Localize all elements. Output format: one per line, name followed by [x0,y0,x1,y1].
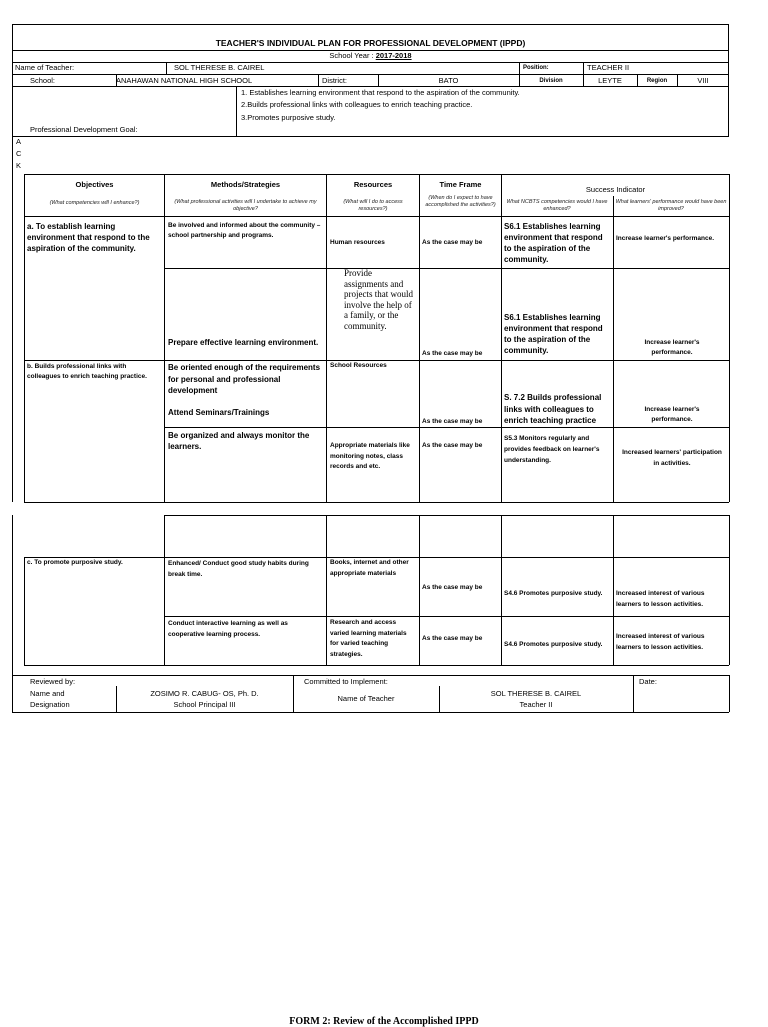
side-letter-a: A [16,137,22,146]
district-value: BATO [438,76,459,85]
teacher-name-label: Name of Teacher: [15,63,75,72]
district-label: District: [322,76,347,85]
resource-b2: Appropriate materials like monitoring notes, class records and etc. [330,442,410,470]
ncbts-b2: S5.3 Monitors regularly and provides feedback on learner's understanding. [504,435,600,464]
goal-item-3: 3.Promotes purposive study. [241,113,336,122]
header-resources-sub: (What will I do to access resources?) [343,199,403,212]
resource-c1: Books, internet and other appropriate materials [330,559,409,577]
time-a1: As the case may be [422,239,483,246]
time-a2: As the case may be [422,350,483,357]
header-methods-sub: (What professional activities will I undertake to achieve my objective? [174,199,317,212]
resource-b1: School Resources [330,362,387,369]
signatory-teacher-name: SOL THERESE B. CAIREL [490,689,582,698]
goal-item-1: 1. Establishes learning environment that respond to the aspiration of the community. [241,88,520,97]
method-a1: Be involved and informed about the community –school partnership and programs. [168,222,321,239]
region-label: Region [646,78,668,84]
header-objectives-sub: (What competencies will I enhance?) [49,200,140,206]
method-a2: Prepare effective learning environment. [168,338,319,347]
reviewed-by-label: Reviewed by: [30,677,76,686]
objective-b: b. Builds professional links with colleagues to enrich teaching practice. [27,363,147,380]
signatory-teacher-title: Teacher II [519,700,553,709]
header-time-frame-sub: (When do I expect to have accomplished the activities?) [425,195,496,208]
header-learners-sub: What learners' performance would have been improved? [615,199,727,212]
method-b2: Be organized and always monitor the learners. [168,431,310,451]
learner-b2: Increased learners' participation in activities. [622,449,722,467]
school-year [12,51,729,61]
objective-a: a. To establish learning environment that respond to the aspiration of the community. [27,222,150,253]
learner-a2: Increase learner's performance. [644,339,700,356]
ncbts-a2: S6.1 Establishes learning environment that respond to the aspiration of the community. [504,313,603,355]
resource-a1: Human resources [330,239,385,246]
time-b1: As the case may be [422,418,483,425]
school-label: School: [30,76,56,85]
method-c1: Enhanced/ Conduct good study habits during break time. [168,560,309,578]
learner-a1: Increase learner's performance. [616,235,715,242]
method-b1: Be oriented enough of the requirements for personal and professional development [168,363,321,395]
position-label: Position: [523,65,549,71]
side-letter-k: K [16,161,22,170]
teacher-name-value: SOL THERESE B. CAIREL [174,63,265,72]
designation-label: Designation [30,700,70,709]
committed-label: Committed to Implement: [304,677,388,686]
header-objectives: Objectives [75,180,114,189]
ncbts-b1: S. 7.2 Builds professional links with colleagues to enrich teaching practice [504,393,602,425]
method-b1-seminars: Attend Seminars/Trainings [168,408,270,417]
reviewer-title: School Principal III [173,700,236,709]
learner-b1: Increase learner's performance. [644,406,700,423]
name-of-teacher-label: Name of Teacher [337,694,395,703]
resource-c2: Research and access varied learning materials for varied teaching strategies. [330,619,407,658]
goal-label: Professional Development Goal: [30,125,138,134]
document-title: TEACHER'S INDIVIDUAL PLAN FOR PROFESSIONAL DEVELOPMENT (IPPD) [215,38,526,48]
division-value: LEYTE [598,76,622,85]
header-methods: Methods/Strategies [210,180,281,189]
objective-c: c. To promote purposive study. [27,559,123,566]
next-form-title: FORM 2: Review of the Accomplished IPPD [289,1016,479,1027]
division-label: Division [539,78,563,84]
method-c2: Conduct interactive learning as well as cooperative learning process. [168,620,288,638]
reviewer-name: ZOSIMO R. CABUG- OS, Ph. D. [150,689,259,698]
school-year-label: School Year : [329,51,374,60]
school-year-value: 2017-2018 [375,51,412,60]
ippd-table [24,174,730,217]
learner-c2: Increased interest of various learners to lesson activities. [616,633,705,651]
ncbts-a1: S6.1 Establishes learning environment that respond to the aspiration of the community. [504,222,603,264]
ncbts-c2: S4.6 Promotes purposive study. [504,641,603,648]
resource-a2: Provide assignments and projects that would involve the help of a family, or the community. [344,268,413,331]
header-success-indicator: Success Indicator [585,185,646,194]
date-label: Date: [639,677,657,686]
name-and-label: Name and [30,689,65,698]
header-resources: Resources [353,180,393,189]
goal-item-2: 2.Builds professional links with colleagues to enrich teaching practice. [241,100,473,109]
time-b2: As the case may be [422,442,483,449]
ncbts-c1: S4.6 Promotes purposive study. [504,590,603,597]
side-letter-c: C [16,149,22,158]
region-value: VIII [697,76,709,85]
school-value: ANAHAWAN NATIONAL HIGH SCHOOL [116,76,253,85]
position-value: TEACHER II [587,63,630,72]
learner-c1: Increased interest of various learners to lesson activities. [616,590,705,608]
header-time-frame: Time Frame [439,180,482,189]
time-c2: As the case may be [422,635,483,642]
time-c1: As the case may be [422,584,483,591]
header-ncbts-sub: What NCBTS competencies would I have enhanced? [506,199,608,212]
